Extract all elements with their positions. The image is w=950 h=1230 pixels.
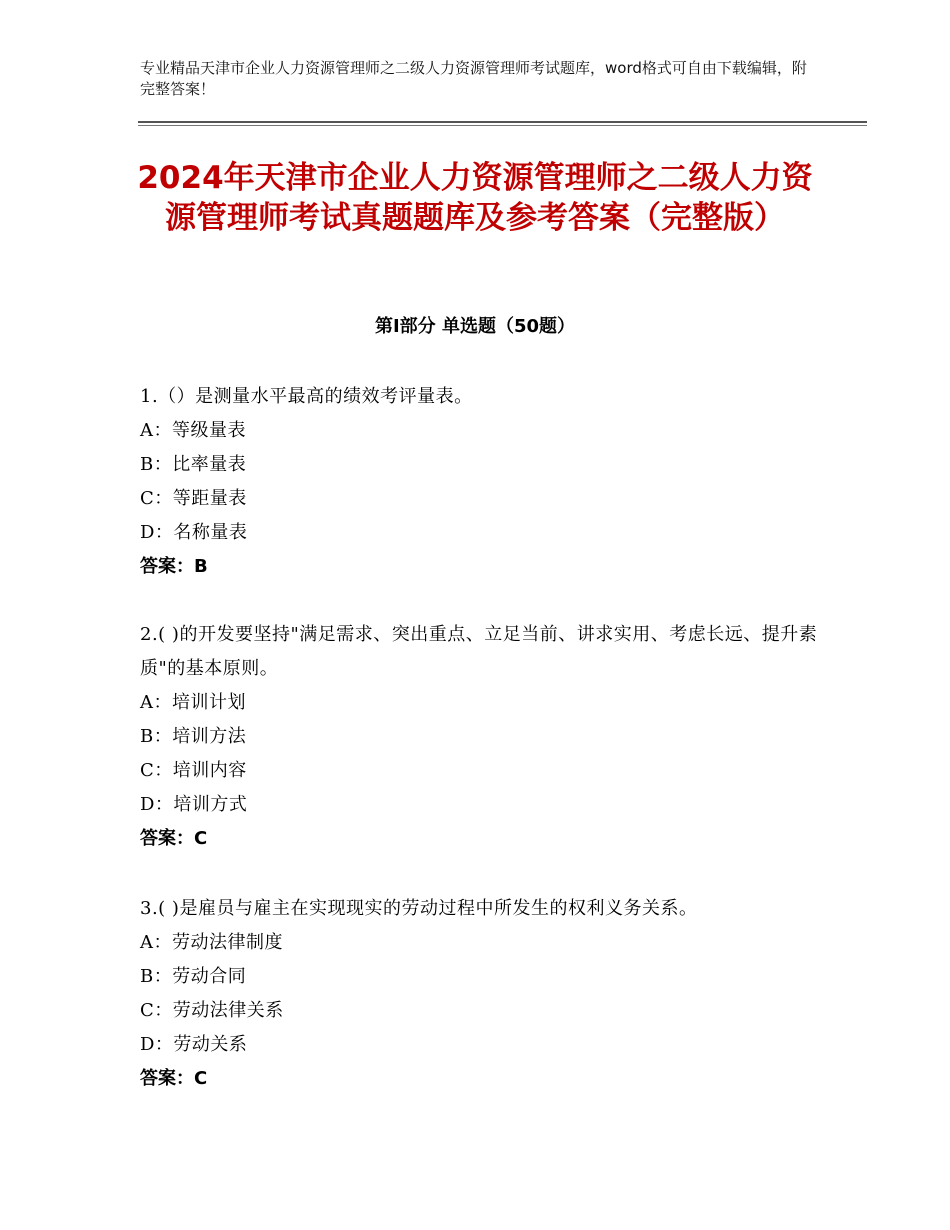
answer: 答案：B bbox=[140, 556, 208, 577]
option-c: C：劳动法律关系 bbox=[140, 1000, 284, 1021]
section-heading: 第Ⅰ部分 单选题（50题） bbox=[374, 316, 575, 337]
question-stem: 2.( )的开发要坚持"满足需求、突出重点、立足当前、讲求实用、考虑长远、提升素质"的基本原则。 bbox=[140, 624, 818, 679]
option-b: B：劳动合同 bbox=[140, 966, 247, 987]
option-d: D：培训方式 bbox=[140, 794, 248, 815]
question-2 bbox=[140, 618, 820, 856]
option-d: D：劳动关系 bbox=[140, 1034, 248, 1055]
question-1 bbox=[140, 380, 820, 584]
header-divider-thick bbox=[138, 121, 867, 123]
answer: 答案：C bbox=[140, 828, 208, 849]
option-a: A：培训计划 bbox=[140, 692, 246, 713]
option-b: B：培训方法 bbox=[140, 726, 247, 747]
option-a: A：等级量表 bbox=[140, 420, 246, 441]
header-note: 专业精品天津市企业人力资源管理师之二级人力资源管理师考试题库，word格式可自由下载编辑，附完整答案！ bbox=[140, 59, 807, 98]
document-title: 2024年天津市企业人力资源管理师之二级人力资源管理师考试真题题库及参考答案（完整版） bbox=[137, 160, 813, 236]
option-c: C：等距量表 bbox=[140, 488, 247, 509]
question-3 bbox=[140, 892, 820, 1096]
question-stem: 1.（）是测量水平最高的绩效考评量表。 bbox=[140, 386, 473, 407]
question-stem: 3.( )是雇员与雇主在实现现实的劳动过程中所发生的权利义务关系。 bbox=[140, 898, 698, 919]
option-b: B：比率量表 bbox=[140, 454, 247, 475]
answer: 答案：C bbox=[140, 1068, 208, 1089]
option-c: C：培训内容 bbox=[140, 760, 247, 781]
option-a: A：劳动法律制度 bbox=[140, 932, 283, 953]
header-divider-thin bbox=[138, 125, 867, 126]
option-d: D：名称量表 bbox=[140, 522, 248, 543]
